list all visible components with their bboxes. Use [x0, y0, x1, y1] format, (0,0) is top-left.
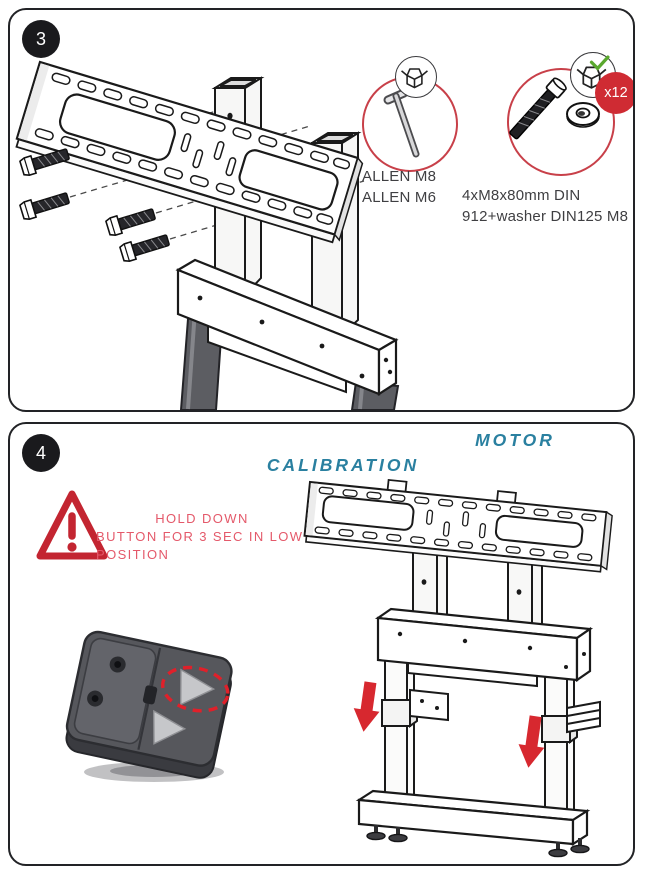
- check-mark-icon: [592, 57, 608, 68]
- hex-bolt: [119, 231, 170, 262]
- bolt-spec-line2: 912+washer DIN125 M8: [462, 208, 629, 225]
- title-motor: MOTOR: [475, 430, 555, 450]
- quantity-badge-text: x12: [604, 85, 628, 101]
- allen-label: [362, 166, 436, 208]
- step3-number-badge: [22, 20, 60, 58]
- quantity-badge: [595, 72, 635, 114]
- open-box-badge: [395, 56, 437, 98]
- hex-bolt: [105, 205, 156, 236]
- warning-line2: BUTTON FOR 3 SEC IN LOW: [96, 529, 304, 544]
- warning-line1: HOLD DOWN: [155, 511, 249, 526]
- allen-label-line1: ALLEN M8: [362, 168, 437, 185]
- bolt-spec-line1: 4xM8x80mm DIN: [462, 187, 581, 204]
- step4-number-badge: [22, 434, 60, 472]
- border-gap: [372, 422, 452, 427]
- step3-panel: [8, 8, 635, 412]
- bolt-icon: [509, 90, 555, 140]
- hex-bolt: [19, 189, 70, 220]
- step3-number: 3: [35, 28, 46, 49]
- down-arrow-icon-left: [351, 680, 384, 733]
- bolt-spec-label: [462, 185, 628, 227]
- step4-panel: [8, 422, 635, 866]
- allen-label-line2: ALLEN M6: [362, 189, 437, 206]
- title-calibration: CALIBRATION: [266, 455, 420, 475]
- stand-rail: [304, 472, 614, 572]
- warning-line3: POSITION: [96, 547, 170, 562]
- washer-icon: [567, 103, 599, 127]
- open-box-icon: [396, 57, 433, 94]
- stand-calibration-drawing: [10, 424, 633, 864]
- step4-number: 4: [35, 442, 46, 463]
